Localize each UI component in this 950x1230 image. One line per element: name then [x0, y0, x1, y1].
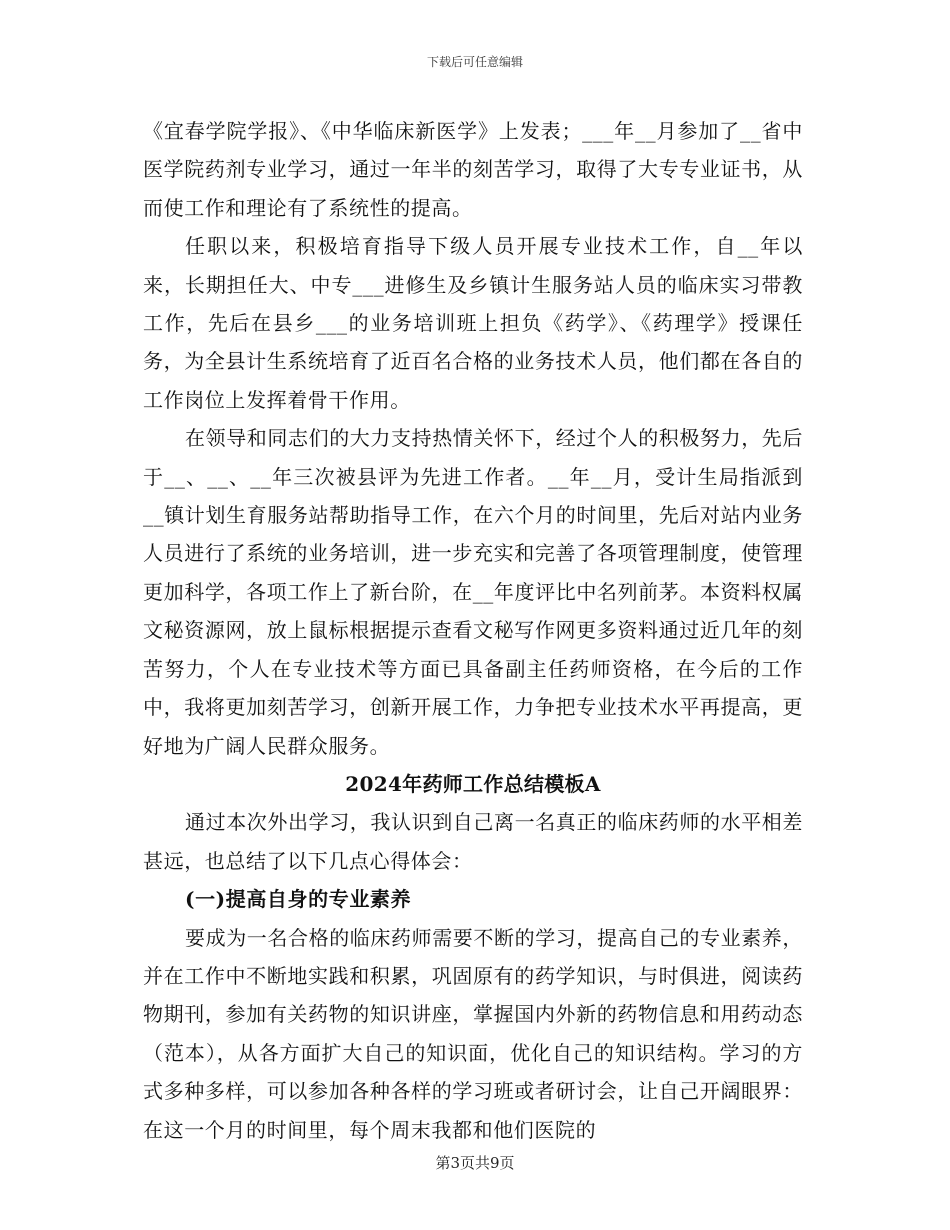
paragraph-publications: 《宜春学院学报》、《中华临床新医学》上发表；___年__月参加了__省中医学院药剂专业学习，通过一年半的刻苦学习，取得了大专专业证书，从而使工作和理论有了系统性的提高。: [143, 119, 803, 220]
document-body: [143, 112, 803, 1149]
section-title: 2024年药师工作总结模板A: [345, 771, 601, 796]
paragraph-achievements: 在领导和同志们的大力支持热情关怀下，经过个人的积极努力，先后于__、__、__年三次被县评为先进工作者。__年__月，受计生局指派到__镇计划生育服务站帮助指导工作，在六个月的时间里，先后对站内业务人员进行了系统的业务培训，进一步充实和完善了各项管理制度，使管理更加科学，各项工作上了新台阶，在__年度评比中名列前茅。本资料权属文秘资源网，放上鼠标根据提示查看文秘写作网更多资料通过近几年的刻苦努力，个人在专业技术等方面已具备副主任药师资格，在今后的工作中，我将更加刻苦学习，创新开展工作，力争把专业技术水平再提高，更好地为广阔人民群众服务。: [143, 426, 803, 758]
paragraph-teaching: 任职以来，积极培育指导下级人员开展专业技术工作，自__年以来，长期担任大、中专___进修生及乡镇计生服务站人员的临床实习带教工作，先后在县乡___的业务培训班上担负《药学》、《药理学》授课任务，为全县计生系统培育了近百名合格的业务技术人员，他们都在各自的工作岗位上发挥着骨干作用。: [143, 234, 803, 412]
page-header: 下载后可任意编辑: [426, 55, 523, 69]
paragraph-learning: 要成为一名合格的临床药师需要不断的学习，提高自己的专业素养，并在工作中不断地实践和积累，巩固原有的药学知识，与时俱进，阅读药物期刊，参加有关药物的知识讲座，掌握国内外新的药物信息和用药动态（范本），从各方面扩大自己的知识面，优化自己的知识结构。学习的方式多种多样，可以参加各种各样的学习班或者研讨会，让自己开阔眼界：在这一个月的时间里，每个周末我都和他们医院的: [143, 925, 803, 1142]
paragraph-intro: 通过本次外出学习，我认识到自己离一名真正的临床药师的水平相差甚远，也总结了以下几点心得体会：: [143, 810, 803, 873]
subheading-professional-quality: (一)提高自身的专业素养: [185, 887, 412, 912]
page-footer: 第3页共9页: [435, 1154, 515, 1172]
